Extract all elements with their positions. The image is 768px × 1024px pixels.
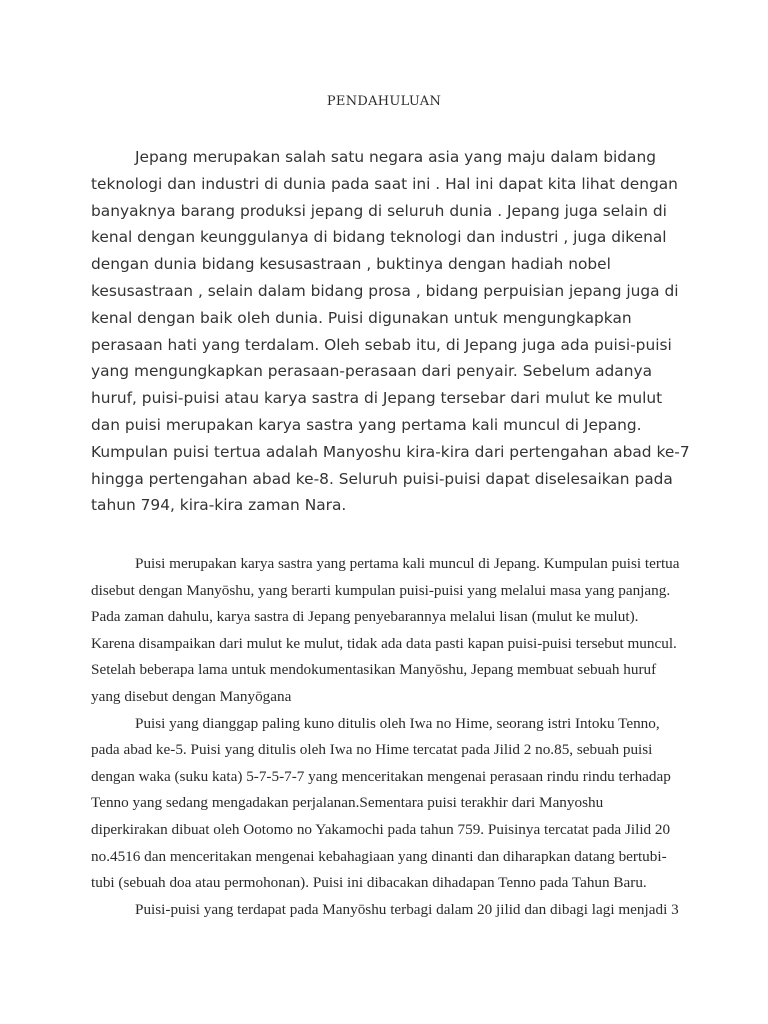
text-line: Karena disampaikan dari mulut ke mulut, tidak ada data pasti kapan puisi-puisi tersebut muncul. <box>91 634 677 652</box>
paragraph-introduction <box>91 144 691 519</box>
text-line: pada abad ke-5. Puisi yang ditulis oleh Iwa no Hime tercatat pada Jilid 2 no.85, sebuah puisi <box>91 741 653 759</box>
page-title: PENDAHULUAN <box>326 94 442 109</box>
text-line: kesusastraan , selain dalam bidang prosa , bidang perpuisian jepang juga di <box>91 281 679 300</box>
text-line: dengan waka (suku kata) 5-7-5-7-7 yang menceritakan mengenai perasaan rindu rindu terhadap <box>91 767 671 785</box>
text-line: tubi (sebuah doa atau permohonan). Puisi ini dibacakan dihadapan Tenno pada Tahun Baru. <box>91 874 647 892</box>
text-line: no.4516 dan menceritakan mengenai kebahagiaan yang dinanti dan diharapkan datang bertubi- <box>91 847 667 865</box>
text-line: Tenno yang sedang mengadakan perjalanan.Sementara puisi terakhir dari Manyoshu <box>91 794 604 812</box>
paragraph-manyoshu <box>91 551 691 923</box>
text-line: diperkirakan dibuat oleh Ootomo no Yakamochi pada tahun 759. Puisinya tercatat pada Jilid 20 <box>91 820 671 838</box>
text-line: dengan dunia bidang kesusastraan , buktinya dengan hadiah nobel <box>91 255 611 274</box>
text-line: Puisi yang dianggap paling kuno ditulis oleh Iwa no Hime, seorang istri Intoku Tenno, <box>135 714 660 732</box>
text-line: Kumpulan puisi tertua adalah Manyoshu kira-kira dari pertengahan abad ke-7 <box>91 442 690 461</box>
text-line: disebut dengan Manyōshu, yang berarti kumpulan puisi-puisi yang melalui masa yang panjang. <box>91 581 671 599</box>
text-line: kenal dengan keunggulanya di bidang teknologi dan industri , juga dikenal <box>91 228 667 247</box>
text-line: Puisi merupakan karya sastra yang pertama kali muncul di Jepang. Kumpulan puisi tertua <box>135 555 680 572</box>
text-line: perasaan hati yang terdalam. Oleh sebab itu, di Jepang juga ada puisi-puisi <box>91 335 672 354</box>
text-line: yang disebut dengan Manyōgana <box>91 687 292 705</box>
text-line: Puisi-puisi yang terdapat pada Manyōshu terbagi dalam 20 jilid dan dibagi lagi menjadi 3 <box>135 900 679 918</box>
text-line: yang mengungkapkan perasaan-perasaan dari penyair. Sebelum adanya <box>91 362 653 381</box>
text-line: huruf, puisi-puisi atau karya sastra di Jepang tersebar dari mulut ke mulut <box>91 389 663 408</box>
text-line: Setelah beberapa lama untuk mendokumentasikan Manyōshu, Jepang membuat sebuah huruf <box>91 661 657 679</box>
text-line: kenal dengan baik oleh dunia. Puisi digunakan untuk mengungkapkan <box>91 308 632 327</box>
text-line: hingga pertengahan abad ke-8. Seluruh puisi-puisi dapat diselesaikan pada <box>91 469 673 488</box>
text-line: teknologi dan industri di dunia pada saat ini . Hal ini dapat kita lihat dengan <box>91 174 678 193</box>
text-line: banyaknya barang produksi jepang di seluruh dunia . Jepang juga selain di <box>91 201 667 220</box>
text-line: tahun 794, kira-kira zaman Nara. <box>91 496 347 515</box>
text-line: dan puisi merupakan karya sastra yang pertama kali muncul di Jepang. <box>91 415 642 434</box>
text-line: Jepang merupakan salah satu negara asia yang maju dalam bidang <box>135 148 657 166</box>
text-line: Pada zaman dahulu, karya sastra di Jepang penyebarannya melalui lisan (mulut ke mulut). <box>91 608 639 626</box>
